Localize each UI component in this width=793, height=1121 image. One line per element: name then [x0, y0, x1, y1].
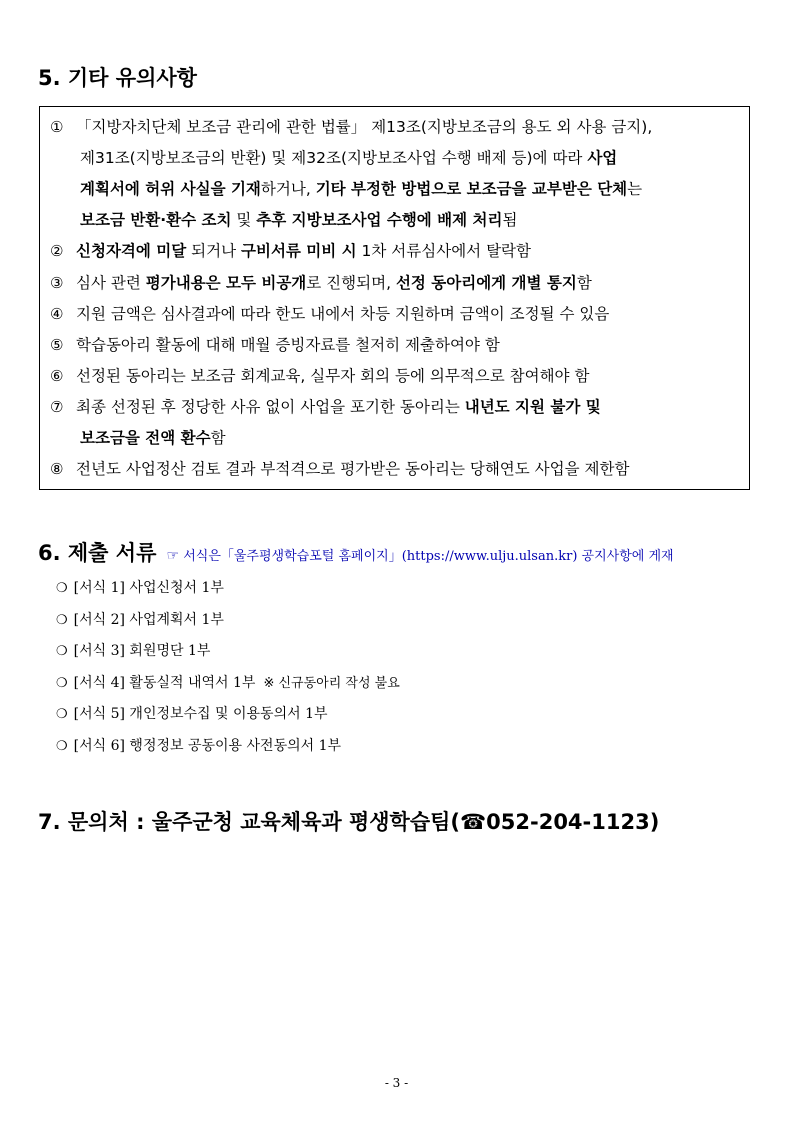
notice-item-number: ⑤ — [50, 335, 64, 354]
form-list-item — [56, 641, 210, 662]
notice-item-number: ① — [50, 118, 64, 136]
form-item-text: [서식 4] 활동실적 내역서 1부 — [73, 674, 256, 691]
notice-item-text — [76, 241, 531, 261]
plain-text: 심사 관련 — [76, 273, 146, 292]
form-item-note: ※ 신규동아리 작성 불요 — [263, 675, 400, 691]
emphasized-text: 내년도 지원 불가 및 — [464, 397, 601, 416]
form-list-item — [56, 673, 400, 694]
form-list-item — [56, 736, 341, 757]
bullet-circle-icon: ❍ — [56, 738, 68, 754]
form-item-text: [서식 2] 사업계획서 1부 — [73, 611, 224, 628]
plain-text: 최종 선정된 후 정당한 사유 없이 사업을 포기한 동아리는 — [76, 397, 465, 416]
plain-text: 및 — [231, 211, 257, 230]
bullet-circle-icon: ❍ — [56, 644, 68, 659]
form-list-item — [56, 610, 224, 631]
bullet-circle-icon: ❍ — [56, 612, 68, 628]
notice-item-text — [80, 210, 517, 230]
plain-text: 하거나, — [260, 180, 316, 199]
pointing-hand-icon: ☞ — [166, 548, 180, 564]
form-item-text: [서식 3] 회원명단 1부 — [73, 643, 211, 659]
notice-item-text — [80, 148, 617, 168]
form-item-text: [서식 6] 행정정보 공동이용 사전동의서 1부 — [73, 737, 342, 754]
plain-text: 「지방자치단체 보조금 관리에 관한 법률」 제13조(지방보조금의 용도 외 사용 금지), — [76, 118, 653, 136]
emphasized-text: 사업 — [587, 149, 618, 168]
plain-text: 되거나 — [186, 242, 241, 261]
section-6-heading — [38, 539, 674, 571]
plain-text: 전년도 사업정산 검토 결과 부적격으로 평가받은 동아리는 당해연도 사업을 제한함 — [76, 460, 630, 479]
emphasized-text: 선정 동아리에게 개별 통지 — [395, 273, 577, 292]
plain-text: 는 — [627, 180, 643, 199]
notice-item-number: ④ — [50, 304, 64, 323]
notice-item-number: ⑧ — [50, 460, 64, 479]
form-list-item — [56, 704, 328, 725]
notice-item-text — [76, 366, 589, 386]
page-number: - 3 - — [384, 1076, 409, 1090]
form-item-text: [서식 5] 개인정보수집 및 이용동의서 1부 — [73, 706, 328, 722]
bullet-circle-icon: ❍ — [56, 675, 68, 691]
notice-box — [39, 106, 750, 490]
emphasized-text: 구비서류 미비 시 — [241, 242, 357, 261]
section-7-heading: 7. 문의처 : 울주군청 교육체육과 평생학습팀(☎052-204-1123) — [38, 810, 660, 834]
section-6-title: 6. 제출 서류 — [38, 541, 157, 565]
emphasized-text: 기타 부정한 방법으로 보조금을 교부받은 단체 — [315, 180, 628, 199]
plain-text: 제31조(지방보조금의 반환) 및 제32조(지방보조사업 수행 배제 등)에 따라 — [80, 149, 588, 168]
form-item-text: [서식 1] 사업신청서 1부 — [73, 580, 224, 596]
bullet-circle-icon: ❍ — [56, 707, 68, 722]
notice-item-text — [76, 273, 592, 293]
bullet-circle-icon: ❍ — [56, 581, 68, 596]
notice-item-text — [80, 179, 642, 199]
notice-item-text — [76, 459, 629, 479]
notice-item-text — [76, 304, 609, 324]
form-location-text: 서식은「울주평생학습포털 홈페이지」(https://www.ulju.ulsan.kr) 공지사항에 게재 — [183, 549, 674, 564]
emphasized-text: 추후 지방보조사업 수행에 배제 처리 — [256, 211, 503, 230]
emphasized-text: 평가내용은 모두 비공개 — [145, 273, 307, 292]
plain-text: 1차 서류심사에서 탈락함 — [356, 242, 531, 261]
notice-item-number: ⑦ — [50, 397, 64, 416]
plain-text: 됨 — [502, 211, 518, 230]
form-location-note — [162, 549, 673, 564]
notice-item-number: ③ — [50, 273, 64, 292]
emphasized-text: 신청자격에 미달 — [76, 242, 187, 261]
plain-text: 선정된 동아리는 보조금 회계교육, 실무자 회의 등에 의무적으로 참여해야 함 — [76, 366, 590, 385]
emphasized-text: 보조금 반환·환수 조치 — [80, 211, 232, 230]
notice-item-number: ② — [50, 242, 64, 261]
emphasized-text: 계획서에 허위 사실을 기재 — [80, 180, 261, 199]
section-5-heading: 5. 기타 유의사항 — [38, 66, 197, 90]
form-list-item — [56, 578, 224, 599]
notice-item-text — [76, 117, 652, 137]
notice-item-text — [76, 397, 601, 417]
plain-text: 함 — [576, 273, 592, 292]
plain-text: 학습동아리 활동에 대해 매월 증빙자료를 철저히 제출하여야 함 — [76, 335, 500, 354]
plain-text: 함 — [210, 429, 226, 447]
plain-text: 로 진행되며, — [306, 273, 396, 292]
notice-item-text — [76, 335, 500, 355]
emphasized-text: 보조금을 전액 환수 — [80, 429, 211, 447]
notice-item-number: ⑥ — [50, 366, 64, 385]
plain-text: 지원 금액은 심사결과에 따라 한도 내에서 차등 지원하며 금액이 조정될 수 있음 — [76, 304, 610, 323]
notice-item-text — [80, 428, 226, 448]
